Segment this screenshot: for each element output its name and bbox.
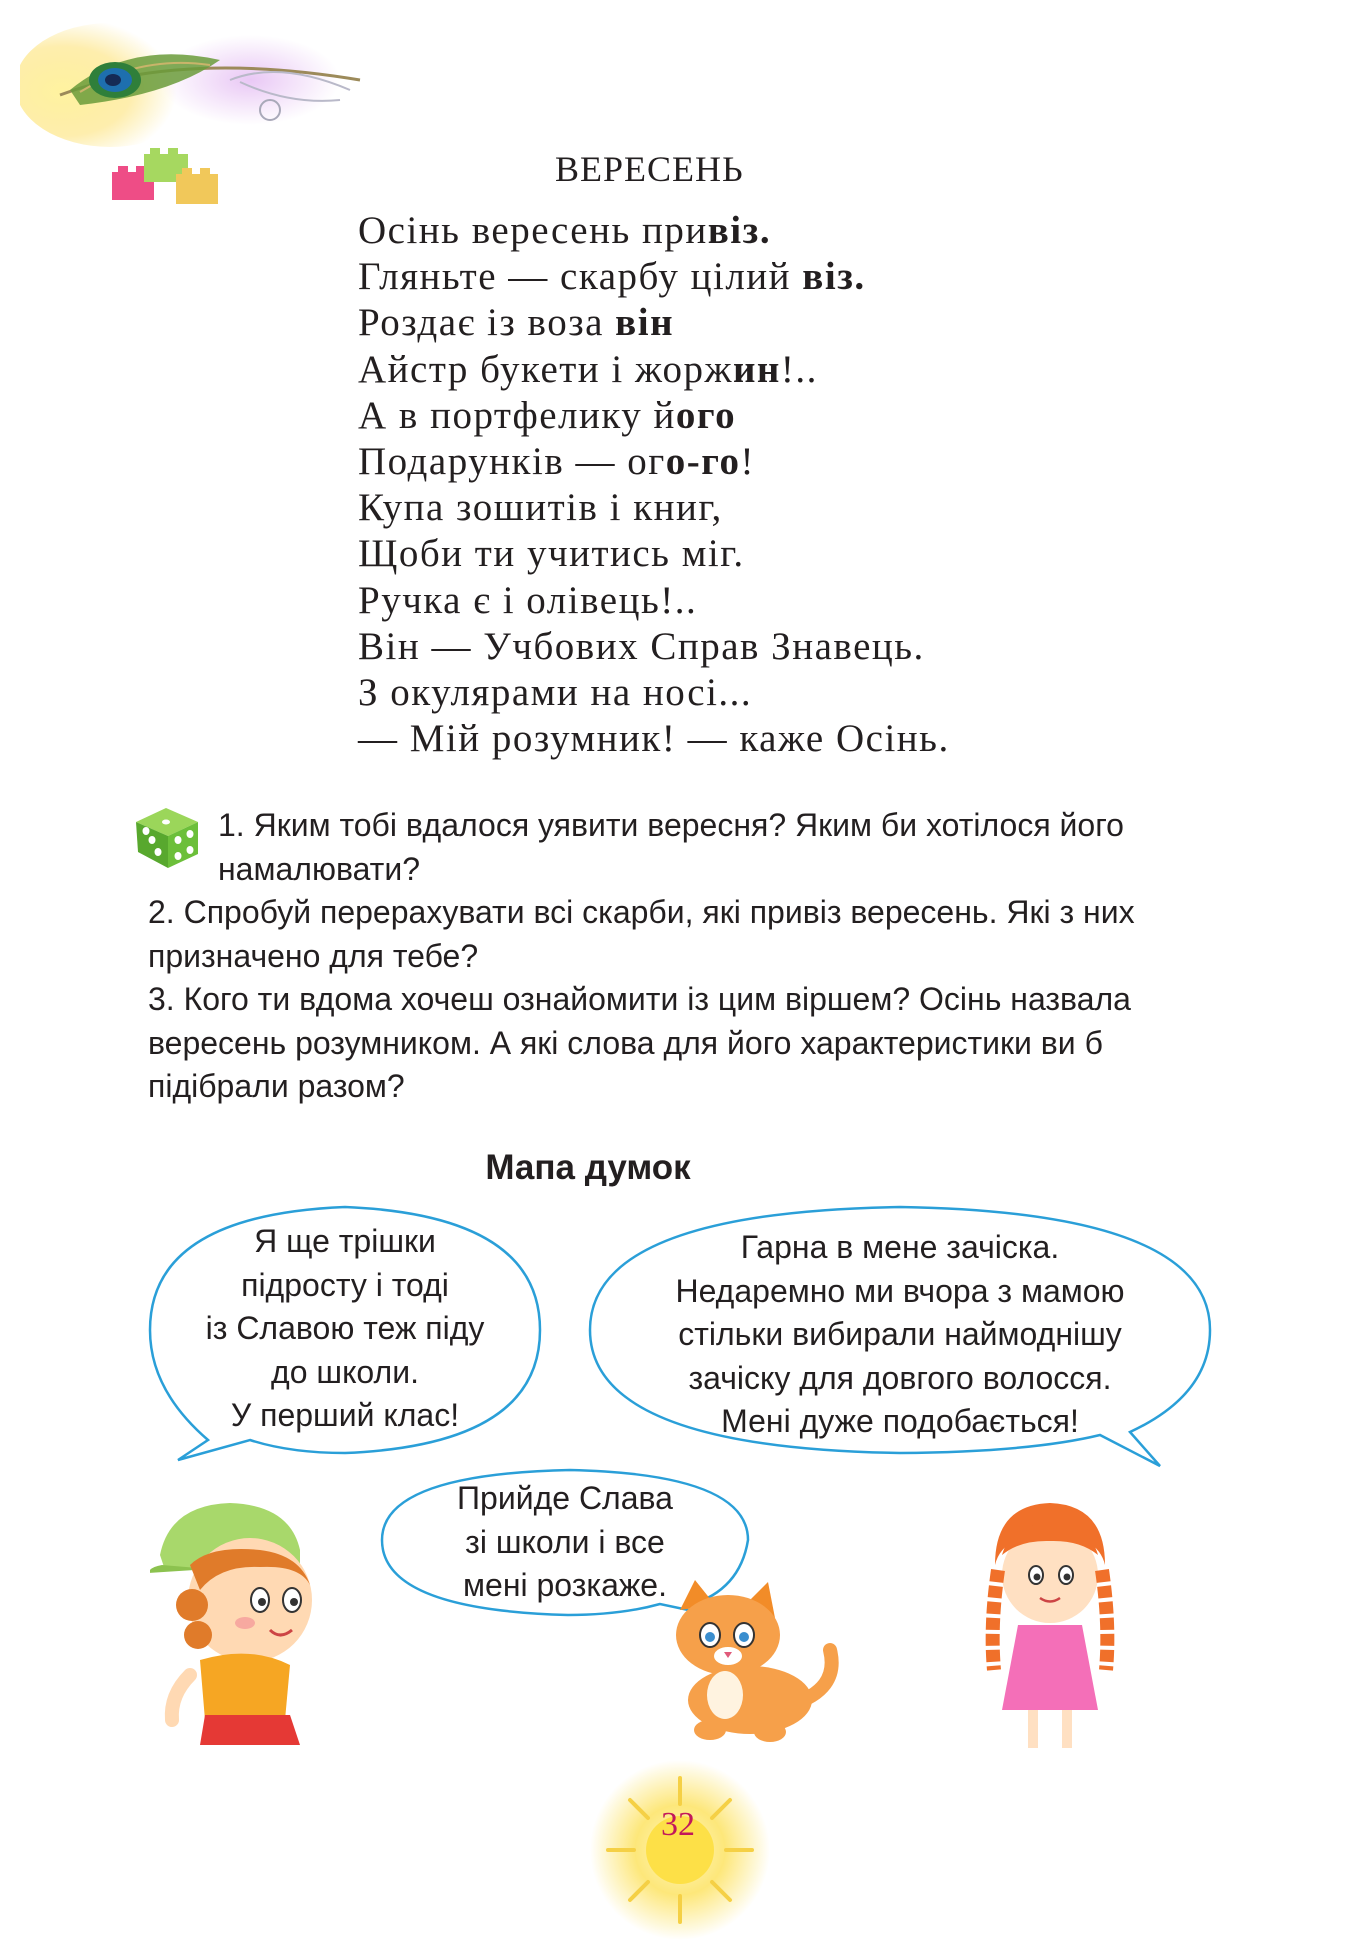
poem-text-segment: Він — Учбових Справ Знавець. — [358, 624, 925, 668]
poem-text-segment: Осінь вересень при — [358, 209, 708, 252]
poem-rhyme-bold: він — [615, 301, 675, 345]
mind-map-title-text: Мапа думок — [485, 1148, 691, 1187]
poem-rhyme-bold: о-го — [665, 439, 741, 483]
poem-title: ВЕРЕСЕНЬ — [555, 149, 744, 189]
bubble-boy-text: Я ще трішки підросту і тоді із Славою теж піду до школи. У перший клас! — [205, 1223, 485, 1433]
bubble-girl-text: Гарна в мене зачіска. Недаремно ми вчора з мамою стільки вибирали наймоднішу зачіску для довгого волосся. Мені дуже подобається! — [675, 1229, 1125, 1439]
poem-text-segment: Роздає із воза — [358, 301, 616, 345]
cat-illustration — [640, 1580, 850, 1750]
question-1: 1. Яким тобі вдалося уявити вересня? Яким би хотілося його намалювати? — [218, 807, 1124, 887]
poem-text-segment: З окулярами на носі... — [358, 670, 753, 714]
poem-text-segment: Гляньте — скарбу цілий — [358, 255, 803, 299]
poem-text-segment: — Мій розумник! — каже Осінь. — [358, 717, 950, 761]
poem-text-segment: Купа зошитів і книг, — [358, 486, 723, 530]
poem-text-segment: А в портфелику й — [358, 393, 676, 437]
poem-text-segment: !.. — [780, 347, 818, 391]
poem-text-segment: Айстр букети і жорж — [358, 347, 733, 391]
page-number: 32 — [661, 1806, 695, 1843]
poem-text-segment: Подарунків — ог — [358, 439, 666, 483]
question-2: 2. Спробуй перерахувати всі скарби, які привіз вересень. Які з них призначено для тебе? — [148, 894, 1135, 974]
girl-illustration — [980, 1495, 1120, 1750]
question-3: 3. Кого ти вдома хочеш ознайомити із цим віршем? Осінь назвала вересень розумником. А які слова для його характеристики ви б підібрали разом? — [148, 981, 1131, 1104]
bubble-cat-text: Прийде Слава зі школи і все мені розкаже. — [457, 1480, 673, 1603]
poem-rhyme-bold: ого — [675, 393, 737, 437]
poem-rhyme-bold: віз. — [802, 255, 866, 299]
boy-illustration — [150, 1495, 340, 1750]
poem-text-segment: Ручка є і олівець!.. — [358, 578, 698, 622]
sun-icon — [570, 1760, 790, 1940]
poem-rhyme-bold: віз. — [707, 209, 772, 252]
poem-text-segment: Щоби ти учитись міг. — [358, 532, 745, 576]
poem-rhyme-bold: ин — [732, 347, 781, 391]
poem-text-segment: ! — [740, 439, 755, 483]
